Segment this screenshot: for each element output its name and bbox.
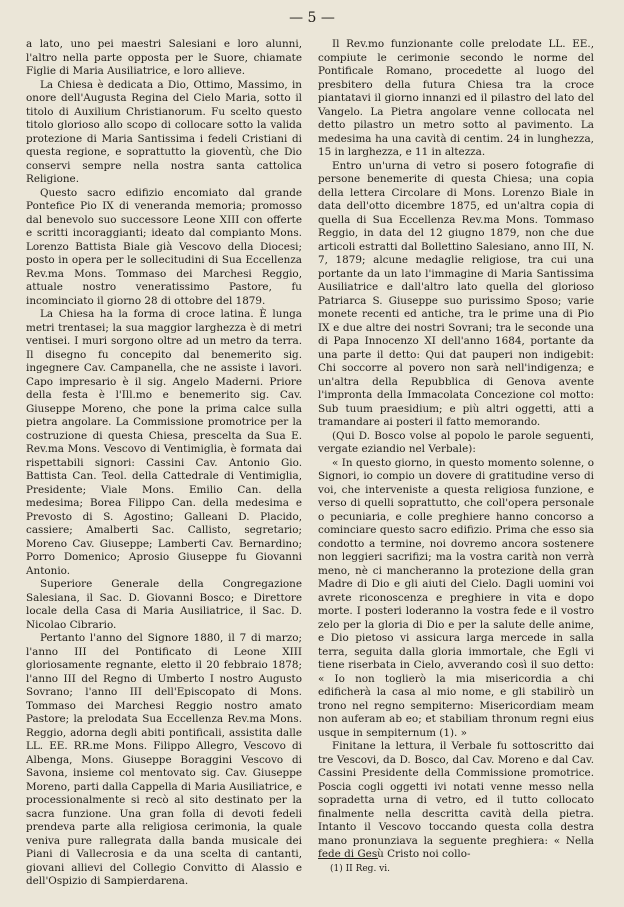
- paragraph: Finitane la lettura, il Verbale fu sottoscritto dai tre Vescovi, da D. Bosco, dal Cav. Moreno e dal Cav. Cassini Presidente della Commissione promotrice. Poscia cogli oggetti ivi notati venne messo nella sopradetta urna di vetro, ed il tutto collocato finalmente nella descritta cavità della pietra. Intanto il Vescovo toccando questa colla destra mano pronunziava la seguente preghiera: « Nella fede di Gesù Cristo noi collo-: [318, 740, 594, 860]
- footnote-divider: [318, 858, 378, 859]
- paragraph: Superiore Generale della Congregazione Salesiana, il Sac. D. Giovanni Bosco; e Direttore locale della Casa di Maria Ausiliatrice, il Sac. D. Nicolao Cibrario.: [26, 578, 302, 631]
- paragraph: Pertanto l'anno del Signore 1880, il 7 di marzo; l'anno III del Pontificato di Leone XIII gloriosamente regnante, eletto il 20 febbraio 1878; l'anno III del Regno di Umberto I nostro Augusto Sovrano; l'anno III dell'Episcopato di Mons. Tommaso dei Marchesi Reggio nostro amato Pastore; la prelodata Sua Eccellenza Rev.ma Mons. Reggio, adorna degli abiti pontificali, assistita dalle LL. EE. RR.me Mons. Filippo Allegro, Vescovo di Albenga, Mons. Giuseppe Boraggini Vescovo di Savona, insieme col mentovato sig. Cav. Giuseppe Moreno, parti dalla Cappella di Maria Ausiliatrice, e processionalmente si recò al sito destinato per la sacra funzione. Una gran folla di devoti fedeli prendeva parte alla religiosa cerimonia, la quale veniva pure rallegrata dalla banda musicale dei Piani di Vallecrosia e da una scelta di cantanti, giovani allievi del Collegio Convitto di Alassio e dell'Ospizio di Sampierdarena.: [26, 632, 302, 887]
- paragraph: La Chiesa è dedicata a Dio, Ottimo, Massimo, in onore dell'Augusta Regina del Cielo Maria, sotto il titolo di Auxilium Christianorum. Fu scelto questo titolo glorioso allo scopo di collocare sotto la valida protezione di Maria Santissima i fedeli Cristiani di questa regione, e soprattutto la gioventù, che Dio conservi sempre nella nostra santa cattolica Religione.: [26, 78, 302, 185]
- paragraph: (Qui D. Bosco volse al popolo le parole seguenti, vergate eziandio nel Verbale):: [318, 429, 594, 455]
- paragraph: Il Rev.mo funzionante colle prelodate LL. EE., compiute le cerimonie secondo le norme del Pontificale Romano, procedette al luogo del presbitero della futura Chiesa tra la croce piantatavi il giorno innanzi ed il pilastro del lato del Vangelo. La Pietra angolare venne collocata nel detto pilastro un metro sotto al pavimento. La medesima ha una cavità di centim. 24 in lunghezza, 15 in larghezza, e 11 in altezza.: [318, 38, 594, 158]
- page-number: — 5 —: [289, 10, 335, 26]
- footnote: (1) II Reg. vi.: [330, 864, 390, 874]
- right-column: [318, 38, 594, 862]
- paragraph: Entro un'urna di vetro si posero fotografie di persone benemerite di questa Chiesa; una copia della lettera Circolare di Mons. Lorenzo Biale in data dell'otto dicembre 1875, ed un'altra copia di quella di Sua Eccellenza Rev.ma Mons. Tommaso Reggio, in data del 12 giugno 1879, non che due articoli estratti dal Bollettino Salesiano, anno III, N. 7, 1879; alcune medaglie religiose, tra cui una portante da un lato l'immagine di Maria Santissima Ausiliatrice e dall'altro lato quella del glorioso Patriarca S. Giuseppe suo purissimo Sposo; varie monete recenti ed antiche, tra le prime una di Pio IX e due altre dei nostri Sovrani; tra le seconde una di Papa Innocenzo XI dell'anno 1684, portante da una parte il detto: Qui dat pauperi non indigebit: Chi soccorre al povero non sarà nell'indigenza; e un'altra della Repubblica di Genova avente l'impronta della Immacolata Concezione col motto: Sub tuum praesidium; e più altri oggetti, atti a tramandare ai posteri il fatto memorando.: [318, 159, 594, 428]
- paragraph: Questo sacro edifizio encomiato dal grande Pontefice Pio IX di veneranda memoria; promosso dal benevolo suo successore Leone XIII con offerte e scritti incoraggianti; ideato dal compianto Mons. Lorenzo Battista Biale già Vescovo della Diocesi; posto in opera per le sollecitudini di Sua Eccellenza Rev.ma Mons. Tommaso dei Marchesi Reggio, attuale nostro veneratissimo Pastore, fu incominciato il giorno 28 di ottobre del 1879.: [26, 186, 302, 307]
- paragraph: La Chiesa ha la forma di croce latina. È lunga metri trentasei; la sua maggior larghezza è di metri ventisei. I muri sorgono oltre ad un metro da terra. Il disegno fu concepito dal benemerito sig. ingegnere Cav. Campanella, che ne assiste i lavori. Capo impresario è il sig. Angelo Maderni. Priore della festa è l'Ill.mo e benemerito sig. Cav. Giuseppe Moreno, che pone la prima calce sulla pietra angolare. La Commissione promotrice per la costruzione di questa Chiesa, prescelta da Sua E. Rev.ma Mons. Vescovo di Ventimiglia, è formata dai rispettabili signori: Cassini Cav. Antonio Gio. Battista Can. Teol. della Cattedrale di Ventimiglia, Presidente; Viale Mons. Emilio Can. della medesima; Borea Filippo Can. della medesima e Prevosto di S. Agostino; Galleani D. Placido, cassiere; Amalberti Sac. Callisto, segretario; Moreno Cav. Giuseppe; Lamberti Cav. Bernardino; Porro Domenico; Aprosio Giuseppe fu Giovanni Antonio.: [26, 308, 302, 577]
- paragraph: a lato, uno pei maestri Salesiani e loro alunni, l'altro nella parte opposta per le Suore, chiamate Figlie di Maria Ausiliatrice, e loro allieve.: [26, 38, 302, 77]
- left-column: [26, 38, 302, 889]
- paragraph: « In questo giorno, in questo momento solenne, o Signori, io compio un dovere di gratitudine verso di voi, che interveniste a questa religiosa funzione, e verso di quelli soprattutto, che coll'opera personale o pecuniaria, e colle preghiere hanno concorso a cominciare questo sacro edifizio. Prima che esso sia condotto a termine, noi dovremo ancora sostenere non leggieri sacrifizi; ma la vostra carità non verrà meno, nè ci mancheranno la protezione della gran Madre di Dio e gli aiuti del Cielo. Dagli uomini voi avrete riconoscenza e preghiere in vita e dopo morte. I posteri loderanno la vostra fede e il vostro zelo per la gloria di Dio e per la salute delle anime, e Dio pietoso vi assicura larga mercede in salla terra, seguita dalla gloria immortale, che Egli vi tiene riserbata in Cielo, avverando così il suo detto: « Io non toglierò la mia misericordia a chi edificherà la casa al mio nome, e gli stabilirò un trono nel regno sempiterno: Misericordiam meam non auferam ab eo; et stabiliam thronum regni eius usque in sempiternum (1). »: [318, 456, 594, 739]
